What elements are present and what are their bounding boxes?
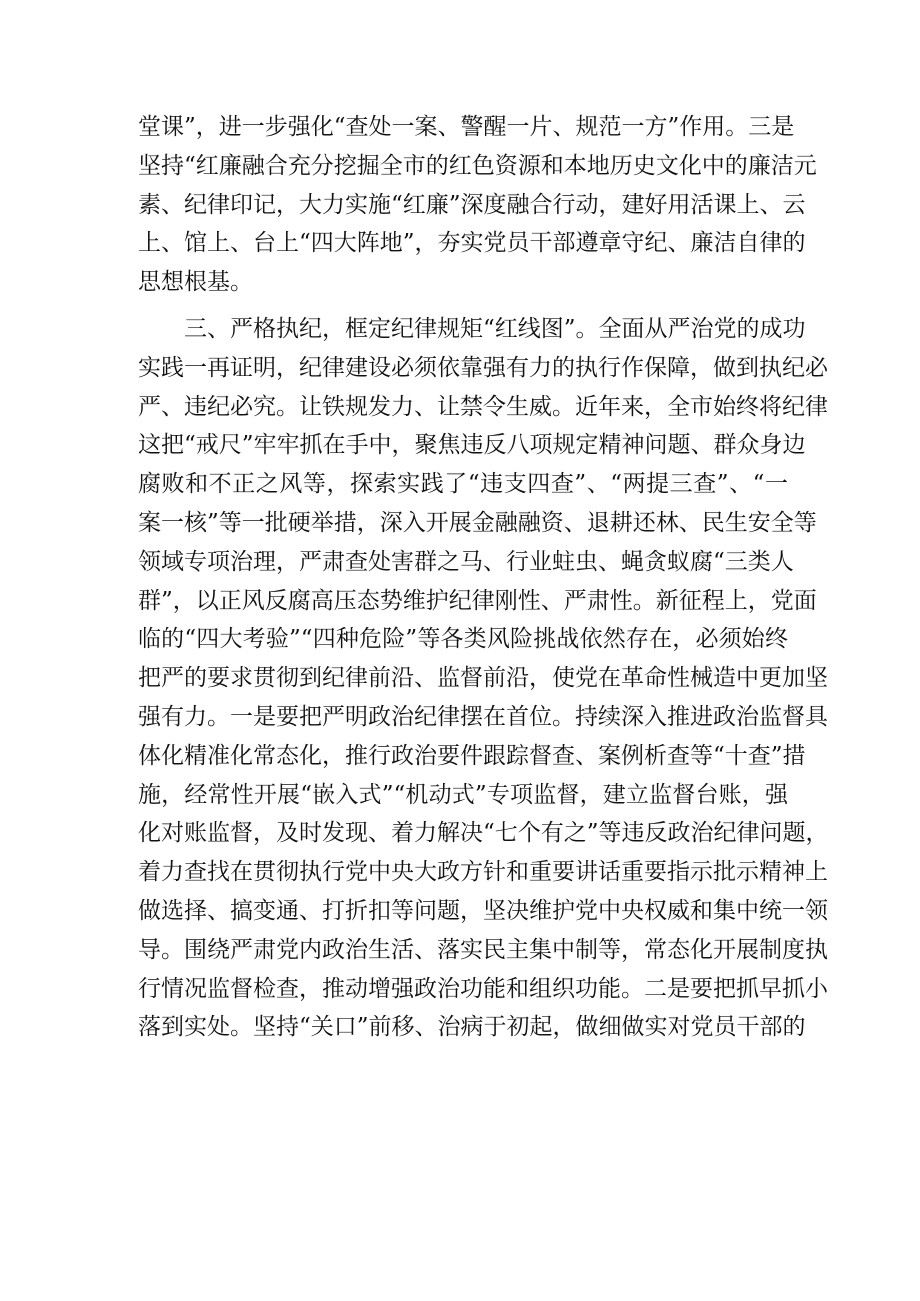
text-line: 堂课”，进一步强化“查处一案、警醒一片、规范一方”作用。三是 [138,114,795,140]
text-line: 思想根基。 [138,269,253,296]
text-line: 领域专项治理，严肃查处害群之马、行业蛀虫、蝇贪蚁腐“三类人 [138,548,794,575]
text-line: 导。围绕严肃党内政治生活、落实民主集中制等，常态化开展制度执 [138,936,828,963]
text-line: 施，经常性开展“嵌入式”“机动式”专项监督，建立监督台账，强 [138,781,788,808]
text-line: 临的“四大考验”“四种危险”等各类风险挑战依然存在，必须始终 [138,626,788,653]
paragraph-1 [138,108,817,302]
paragraph-gap [138,302,788,310]
text-line: 这把“戒尺”牢牢抓在手中，聚焦违反八项规定精神问题、群众身边 [138,432,806,459]
section-heading-line: 三、严格执纪，框定纪律规矩“红线图”。全面从严治党的成功 [184,315,806,342]
text-line: 坚持“红廉融合充分挖掘全市的红色资源和本地历史文化中的廉洁元 [138,152,817,179]
text-line: 实践一再证明，纪律建设必须依靠强有力的执行作保障，做到执纪必 [138,354,828,381]
text-line: 素、纪律印记，大力实施“红廉”深度融合行动，建好用活课上、云 [138,191,806,218]
text-line: 强有力。一是要把严明政治纪律摆在首位。持续深入推进政治监督具 [138,703,828,730]
text-line: 上、馆上、台上“四大阵地”，夯实党员干部遵章守纪、廉洁自律的 [138,230,806,257]
text-line: 着力查找在贯彻执行党中央大政方针和重要讲话重要指示批示精神上 [138,859,828,886]
text-line: 腐败和不正之风等，探索实践了“违支四查”、“两提三查”、“一 [138,471,788,498]
text-line: 体化精准化常态化，推行政治要件跟踪督查、案例析查等“十查”措 [138,742,806,769]
text-line: 群”，以正风反腐高压态势维护纪律刚性、严肃性。新征程上，党面 [138,587,817,614]
text-line: 案一核”等一批硬举措，深入开展金融融资、退耕还林、民生安全等 [138,509,817,536]
text-line: 把严的要求贯彻到纪律前沿、监督前沿，使党在革命性械造中更加坚 [138,665,828,692]
text-line: 行情况监督检查，推动增强政治功能和组织功能。二是要把抓早抓小 [138,975,828,1002]
text-line: 化对账监督，及时发现、着力解决“七个有之”等违反政治纪律问题， [138,820,829,847]
text-line: 做选择、搞变通、打折扣等问题，坚决维护党中央权威和集中统一领 [138,897,828,924]
paragraph-2 [138,310,829,1047]
body-text [138,108,829,1047]
text-line: 严、违纪必究。让铁规发力、让禁令生威。近年来，全市始终将纪律 [138,393,828,420]
text-line: 落到实处。坚持“关口”前移、治病于初起，做细做实对党员干部的 [138,1014,806,1041]
